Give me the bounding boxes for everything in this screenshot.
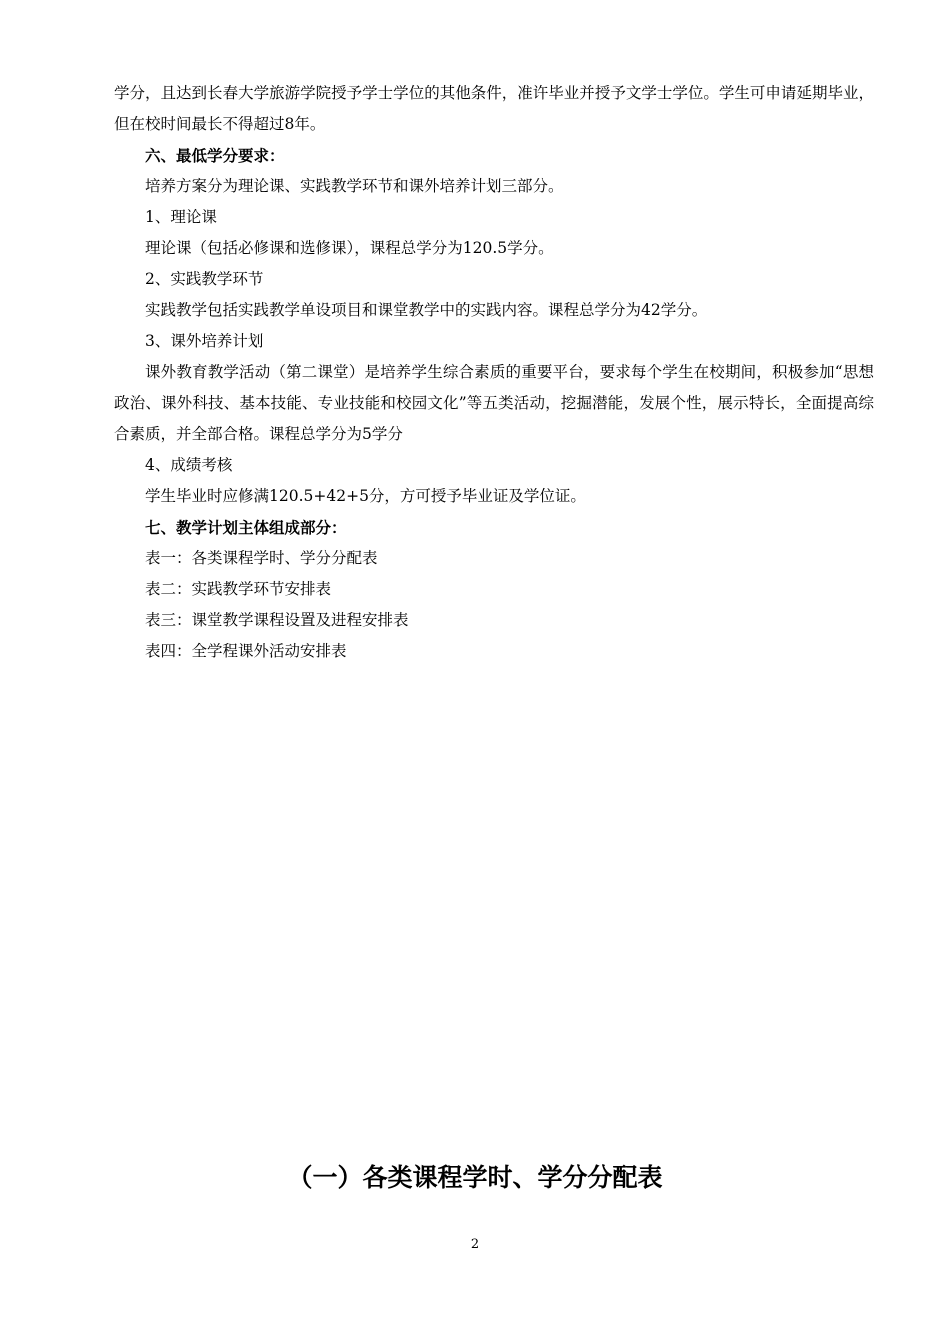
list-item-table-2: 表二：实践教学环节安排表	[145, 580, 332, 598]
subheading-theory: 1、理论课	[145, 208, 217, 226]
paragraph-continuation: 学分，且达到长春大学旅游学院授予学士学位的其他条件，准许毕业并授予文学士学位。学生可申请延期毕业，但在校时间最长不得超过8年。	[114, 84, 874, 133]
subheading-extracurricular: 3、课外培养计划	[145, 332, 264, 350]
list-item-table-3: 表三：课堂教学课程设置及进程安排表	[145, 611, 409, 629]
heading-plan-components: 七、教学计划主体组成部分：	[145, 518, 347, 537]
list-item-table-4: 表四：全学程课外活动安排表	[145, 642, 347, 660]
section-title: （一）各类课程学时、学分分配表	[287, 1163, 663, 1192]
subheading-practice: 2、实践教学环节	[145, 270, 264, 288]
page-number: 2	[470, 1237, 480, 1252]
heading-minimum-credits: 六、最低学分要求：	[145, 146, 285, 165]
paragraph-theory: 理论课（包括必修课和选修课），课程总学分为120.5学分。	[145, 239, 554, 257]
paragraph-assessment: 学生毕业时应修满120.5+42+5分，方可授予毕业证及学位证。	[145, 487, 586, 505]
body-text	[114, 78, 874, 667]
list-item-table-1: 表一：各类课程学时、学分分配表	[145, 549, 378, 567]
subheading-assessment: 4、成绩考核	[145, 456, 233, 474]
paragraph-extracurricular: 课外教育教学活动（第二课堂）是培养学生综合素质的重要平台，要求每个学生在校期间，积极参加“思想政治、课外科技、基本技能、专业技能和校园文化”等五类活动，挖掘潜能，发展个性，展示特长，全面提高综合素质，并全部合格。课程总学分为5学分	[114, 363, 874, 443]
paragraph-practice: 实践教学包括实践教学单设项目和课堂教学中的实践内容。课程总学分为42学分。	[145, 301, 708, 319]
paragraph-plan-parts: 培养方案分为理论课、实践教学环节和课外培养计划三部分。	[145, 177, 564, 195]
